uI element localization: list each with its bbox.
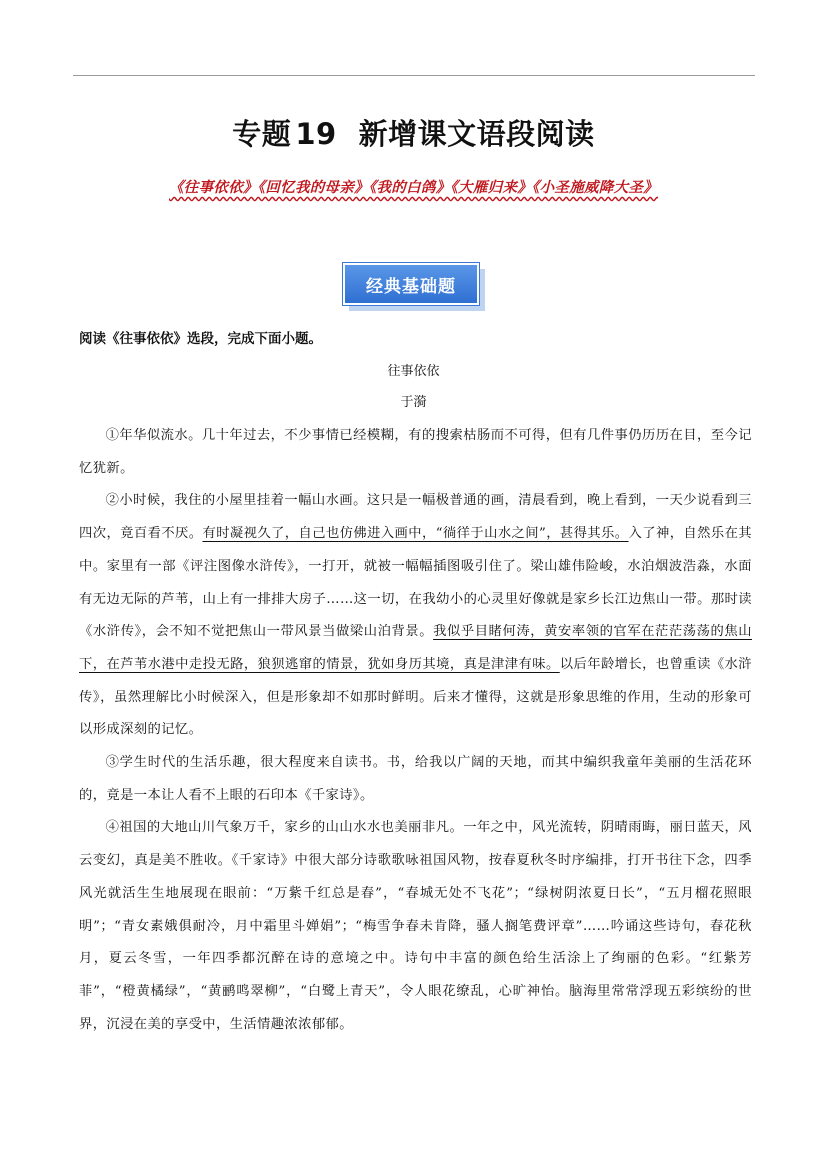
page-title xyxy=(0,112,827,153)
question-prompt: 阅读《往事依依》选段，完成下面小题。 xyxy=(79,331,322,347)
passage-title: 往事依依 xyxy=(387,364,440,379)
paragraph-3: ③学生时代的生活乐趣，很大程度来自读书。书，给我以广阔的天地，而其中编织我童年美丽的生活花环的，竟是一本让人看不上眼的石印本《千家诗》。 xyxy=(79,755,752,803)
underlined-sentence-1: 有时凝视久了，自己也仿佛进入画中，“徜徉于山水之间”，甚得其乐。 xyxy=(202,526,629,542)
paragraph-2-part-c: 入了神，自然乐在其中。家里有一部《评注图像水浒传》，一打开，就被一幅幅插图吸引住了。梁山雄伟险峻，水泊烟波浩淼，水面有无边无际的芦苇，山上有一排排大房子……这一切，在我幼小的心灵里好像就是家乡长江边焦山一带。那时读《水浒传》，会不知不觉把焦山一带风景当做梁山泊背景。 xyxy=(79,526,752,640)
paragraph-2-part-e: 以后年龄增长，也曾重读《水浒传》，虽然理解比小时候深入，但是形象却不如那时鲜明。后来才懂得，这就是形象思维的作用，生动的形象可以形成深刻的记忆。 xyxy=(79,656,752,738)
passage-body xyxy=(79,420,752,1041)
title-prefix: 专题 xyxy=(232,117,292,151)
paragraph-1: ①年华似流水。几十年过去，不少事情已经模糊，有的搜索枯肠而不可得，但有几件事仍历历在目，至今记忆犹新。 xyxy=(79,428,752,476)
badge-label: 经典基础题 xyxy=(343,263,479,305)
lesson-list-subtitle xyxy=(0,176,827,197)
passage-author: 于漪 xyxy=(400,395,427,410)
title-main: 新增课文语段阅读 xyxy=(358,117,595,151)
section-badge xyxy=(343,263,485,311)
underlined-sentence-2: 我似乎目睹何涛，黄安率领的官军在茫茫荡荡的焦山下，在芦苇水港中走投无路，狼狈逃窜的情景，犹如身历其境，真是津津有味。 xyxy=(79,624,753,672)
paragraph-2 xyxy=(79,485,752,747)
paragraph-4: ④祖国的大地山川气象万千，家乡的山山水水也美丽非凡。一年之中，风光流转，阴晴雨晦，丽日蓝天，风云变幻，真是美不胜收。《千家诗》中很大部分诗歌歌咏祖国风物，按春夏秋冬时序编排，打开书往下念，四季风光就活生生地展现在眼前：“万紫千红总是春”，“春城无处不飞花”；“绿树阴浓夏日长”，“五月榴花照眼明”；“青女素娥俱耐冷，月中霜里斗婵娟”；“梅雪争春未肯降，骚人搁笔费评章”……吟诵这些诗句，春花秋月，夏云冬雪，一年四季都沉醉在诗的意境之中。诗句中丰富的颜色给生活涂上了绚丽的色彩。“红紫芳菲”，“橙黄橘绿”，“黄鹂鸣翠柳”，“白鹭上青天”，令人眼花缭乱，心旷神怡。脑海里常常浮现五彩缤纷的世界，沉浸在美的享受中，生活情趣浓浓郁郁。 xyxy=(79,820,752,1032)
subtitle-text: 《往事依依》《回忆我的母亲》《我的白鸽》《大雁归来》《小圣施威降大圣》 xyxy=(169,179,658,196)
header-rule xyxy=(73,75,755,76)
title-number: 19 xyxy=(295,117,337,151)
paragraph-2-part-a: ②小时候，我住的小屋里挂着一幅山水画。这只是一幅极普通的画，清晨看到，晚上看到，一天少说看到三四次，竟百看不厌。 xyxy=(79,493,752,542)
